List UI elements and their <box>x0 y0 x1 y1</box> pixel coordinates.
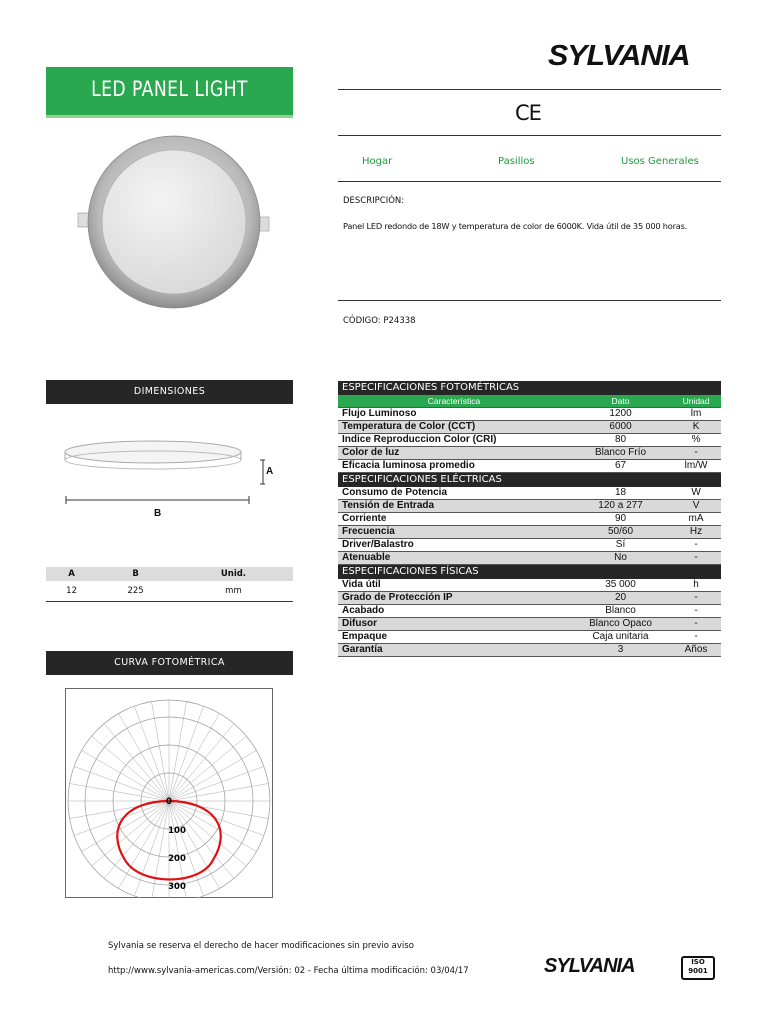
spec-unit: mA <box>671 513 721 526</box>
spec-unit: - <box>671 552 721 565</box>
spec-value: Caja unitaria <box>570 631 671 644</box>
code-label: CÓDIGO: <box>343 316 381 326</box>
spec-unit: - <box>671 618 721 631</box>
iso-badge <box>681 956 715 980</box>
spec-name: Difusor <box>338 618 570 631</box>
spec-unit: - <box>671 447 721 460</box>
spec-name: Flujo Luminoso <box>338 408 570 421</box>
spec-row <box>338 434 721 447</box>
spec-value: Blanco <box>570 605 671 618</box>
spec-name: Atenuable <box>338 552 570 565</box>
spec-col-characteristic: Característica <box>338 395 570 408</box>
spec-section-header <box>338 473 721 488</box>
dimensions-diagram <box>60 430 280 530</box>
spec-section-title: ESPECIFICACIONES FÍSICAS <box>338 565 721 580</box>
spec-section-header <box>338 565 721 580</box>
spec-section-header <box>338 381 721 395</box>
footer-url[interactable]: http://www.sylvania-americas.com/Versión: 02 - Fecha última modificación: 03/04/17 <box>108 966 469 976</box>
spec-unit: - <box>671 592 721 605</box>
spec-row <box>338 500 721 513</box>
spec-value: 67 <box>570 460 671 473</box>
spec-row <box>338 408 721 421</box>
spec-value: 18 <box>570 487 671 500</box>
spec-name: Garantía <box>338 644 570 657</box>
iso-number: 9001 <box>688 967 708 975</box>
dim-header-b: B <box>97 567 174 581</box>
spec-name: Color de luz <box>338 447 570 460</box>
dimension-b-label: B <box>154 508 162 519</box>
dim-header-unit: Unid. <box>174 567 293 581</box>
spec-row <box>338 631 721 644</box>
spec-unit: lm <box>671 408 721 421</box>
spec-name: Indice Reproduccion Color (CRI) <box>338 434 570 447</box>
divider <box>338 135 721 136</box>
spec-row <box>338 644 721 657</box>
scale-label-0: 0 <box>166 797 172 807</box>
description-text: Panel LED redondo de 18W y temperatura de color de 6000K. Vida útil de 35 000 horas. <box>343 221 688 231</box>
spec-unit: - <box>671 605 721 618</box>
spec-name: Driver/Balastro <box>338 539 570 552</box>
spec-row <box>338 579 721 592</box>
spec-name: Empaque <box>338 631 570 644</box>
brand-logo-footer: SYLVANIA <box>544 955 635 977</box>
footer-disclaimer: Sylvania se reserva el derecho de hacer modificaciones sin previo aviso <box>108 941 414 951</box>
usage-generales: Usos Generales <box>621 156 699 167</box>
spec-row <box>338 447 721 460</box>
spec-row <box>338 552 721 565</box>
spec-name: Acabado <box>338 605 570 618</box>
spec-name: Eficacia luminosa promedio <box>338 460 570 473</box>
title-banner <box>46 67 293 118</box>
spec-value: 6000 <box>570 421 671 434</box>
spec-col-unit: Unidad <box>671 395 721 408</box>
spec-value: 35 000 <box>570 579 671 592</box>
spec-value: 80 <box>570 434 671 447</box>
spec-unit: K <box>671 421 721 434</box>
spec-row <box>338 592 721 605</box>
usage-pasillos: Pasillos <box>498 156 535 167</box>
scale-label-300: 300 <box>168 882 186 892</box>
scale-label-100: 100 <box>168 826 186 836</box>
spec-value: 20 <box>570 592 671 605</box>
spec-value: No <box>570 552 671 565</box>
dim-value-b: 225 <box>97 581 174 602</box>
iso-label: ISO <box>691 958 705 966</box>
product-image <box>72 133 282 328</box>
photometric-curve-header: CURVA FOTOMÉTRICA <box>46 651 293 675</box>
spec-unit: W <box>671 487 721 500</box>
spec-row <box>338 487 721 500</box>
spec-row <box>338 618 721 631</box>
spec-value: 120 a 277 <box>570 500 671 513</box>
divider <box>338 300 721 301</box>
spec-row <box>338 421 721 434</box>
product-code <box>343 316 416 326</box>
spec-row <box>338 526 721 539</box>
dim-value-unit: mm <box>174 581 293 602</box>
spec-name: Tensión de Entrada <box>338 500 570 513</box>
spec-unit: lm/W <box>671 460 721 473</box>
spec-unit: % <box>671 434 721 447</box>
spec-value: 50/60 <box>570 526 671 539</box>
spec-unit: Años <box>671 644 721 657</box>
spec-name: Temperatura de Color (CCT) <box>338 421 570 434</box>
spec-value: 1200 <box>570 408 671 421</box>
scale-label-200: 200 <box>168 854 186 864</box>
page-title: LED PANEL LIGHT <box>91 77 248 101</box>
spec-col-value: Dato <box>570 395 671 408</box>
spec-value: 90 <box>570 513 671 526</box>
spec-name: Vida útil <box>338 579 570 592</box>
spec-unit: - <box>671 539 721 552</box>
description-label: DESCRIPCIÓN: <box>343 196 405 206</box>
spec-value: Blanco Frío <box>570 447 671 460</box>
spec-name: Consumo de Potencia <box>338 487 570 500</box>
spec-column-headers <box>338 395 721 408</box>
dimensions-header: DIMENSIONES <box>46 380 293 404</box>
spec-unit: h <box>671 579 721 592</box>
spec-row <box>338 513 721 526</box>
specifications-table <box>338 381 721 657</box>
spec-value: Blanco Opaco <box>570 618 671 631</box>
code-value: P24338 <box>383 316 416 326</box>
photometric-curve-diagram <box>65 688 273 898</box>
spec-unit: Hz <box>671 526 721 539</box>
divider <box>338 89 721 90</box>
spec-row <box>338 460 721 473</box>
spec-name: Frecuencia <box>338 526 570 539</box>
spec-value: Sí <box>570 539 671 552</box>
spec-name: Corriente <box>338 513 570 526</box>
spec-section-title: ESPECIFICACIONES ELÉCTRICAS <box>338 473 721 488</box>
spec-unit: V <box>671 500 721 513</box>
dim-value-a: 12 <box>46 581 97 602</box>
dimension-a-label: A <box>266 466 274 477</box>
brand-logo: SYLVANIA <box>548 40 690 72</box>
dim-header-a: A <box>46 567 97 581</box>
spec-name: Grado de Protección IP <box>338 592 570 605</box>
divider <box>338 181 721 182</box>
spec-row <box>338 605 721 618</box>
usage-hogar: Hogar <box>362 156 393 167</box>
spec-value: 3 <box>570 644 671 657</box>
ce-mark: CE <box>515 101 541 125</box>
spec-row <box>338 539 721 552</box>
spec-unit: - <box>671 631 721 644</box>
spec-section-title: ESPECIFICACIONES FOTOMÉTRICAS <box>338 381 721 395</box>
dimensions-table <box>46 567 293 602</box>
